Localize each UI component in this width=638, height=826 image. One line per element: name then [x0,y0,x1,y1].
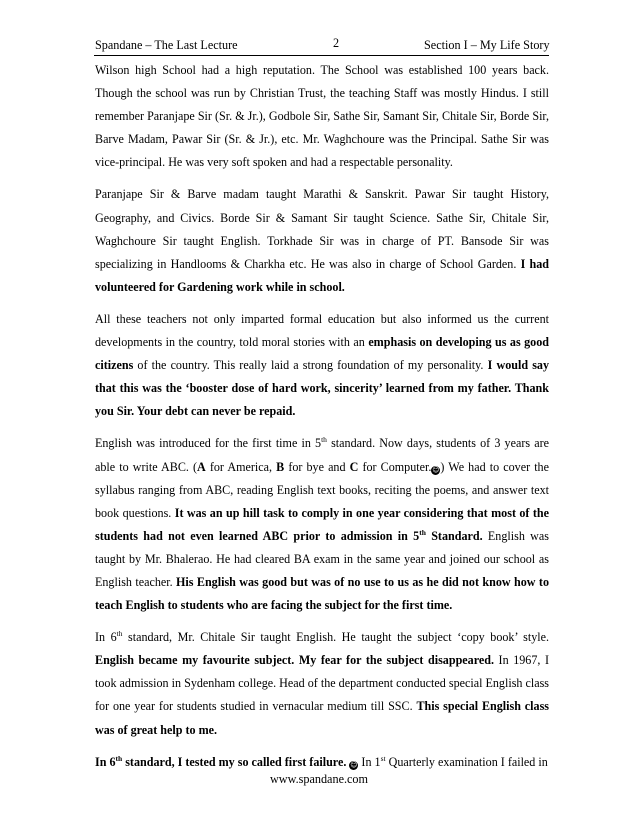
bold-text-run: standard, I tested my so called first failure. [122,754,350,769]
bold-text-run: In 6 [95,754,116,769]
paragraph-6 [95,751,549,774]
bold-text-run: Standard. [425,528,483,543]
ordinal-suffix: th [115,753,123,763]
text-run: for Computer. [358,459,432,474]
bold-text-run: English became my favourite subject. My fear for the subject disappeared. [95,653,494,668]
bold-text-run: I had volunteered for Gardening work while in school. [95,256,550,294]
document-body [95,59,549,774]
text-run: Paranjape Sir & Barve madam taught Marathi & Sanskrit. Pawar Sir taught History, Geography, and Civics. Borde Sir & Samant Sir taught Science. Sathe Sir, Chitale Sir, Waghchoure Sir taught English. Torkhade Sir was in charge of PT. Bansode Sir was specializing in Handlooms & Charkha etc. He was also in charge of School Garden. [95,187,549,271]
text-run: In 6 [95,630,117,645]
header-section-title: Section I – My Life Story [424,38,550,52]
text-run: standard, Mr. Chitale Sir taught English. He taught the subject ‘copy book’ style. [122,630,549,645]
paragraph-1 [95,59,549,174]
bold-text-run: This special English class was of great help to me. [95,699,549,737]
bold-ordinal-wrapper [419,529,426,543]
page-number: 2 [333,36,340,50]
ordinal-suffix: th [419,527,426,537]
text-run: In 1 [358,754,381,769]
header-document-title: Spandane – The Last Lecture [95,38,238,52]
paragraph-3 [95,308,549,423]
ordinal-suffix: th [116,629,123,639]
text-run: Quarterly examination I failed in [385,754,548,769]
footer-url: www.spandane.com [269,772,369,786]
ordinal-suffix: st [380,753,386,763]
bold-text-run: A [197,459,206,474]
bold-text-run: C [349,459,359,474]
text-run: English was taught by Mr. Bhalerao. He had cleared BA exam in the same year and joined our school as English teacher. [95,528,549,589]
bold-text-run: emphasis on developing us as good citizens [95,335,549,373]
bold-text-run: It was an up hill task to comply in one year considering that most of the students had not even learned ABC prior to admission in 5 [95,505,550,543]
bold-text-run: B [276,459,285,474]
text-run: for bye and [284,459,350,474]
bold-text-run: His English was good but was of no use to us as he did not know how to teach English to students who are facing the subject for the first time. [95,574,549,613]
smiley-icon: ☺ [432,465,440,474]
header-divider [94,55,549,56]
bold-text-run: I would say that this was the ‘booster dose of hard work, sincerity’ learned from my father. Thank you Sir. Your debt can never be repaid. [95,358,549,419]
text-run: ) We had to cover the syllabus ranging from ABC, reading English text books, reciting the poems, and answer text book questions. [95,459,549,520]
text-run: Wilson high School had a high reputation. The School was established 100 years back. Though the school was run by Christian Trust, the teaching Staff was mostly Hindus. I still remember Paranjape Sir (Sr. & Jr.), Godbole Sir, Sathe Sir, Samant Sir, Chitale Sir, Borde Sir, Barve Madam, Pawar Sir (Sr. & Jr.), etc. Mr. Waghchoure was the Principal. Sathe Sir was vice-principal. He was very soft spoken and had a respectable personality. [95,63,549,170]
text-run: In 1967, I took admission in Sydenham college. Head of the department conducted special English class for one year for students studied in vernacular medium till SSC. [95,653,549,714]
ordinal-suffix: th [321,435,327,445]
smiley-icon: ☺ [350,760,358,769]
text-run: All these teachers not only imparted formal education but also informed us the current developments in the country, told moral stories with an [95,311,549,350]
text-run: standard. Now days, students of 3 years are able to write ABC. ( [95,436,549,474]
paragraph-2 [95,183,549,298]
paragraph-4 [95,432,549,617]
text-run: of the country. This really laid a strong foundation of my personality. [133,358,488,373]
paragraph-5 [95,626,549,741]
text-run: for America, [205,459,277,474]
text-run: English was introduced for the first time in 5 [95,436,322,451]
